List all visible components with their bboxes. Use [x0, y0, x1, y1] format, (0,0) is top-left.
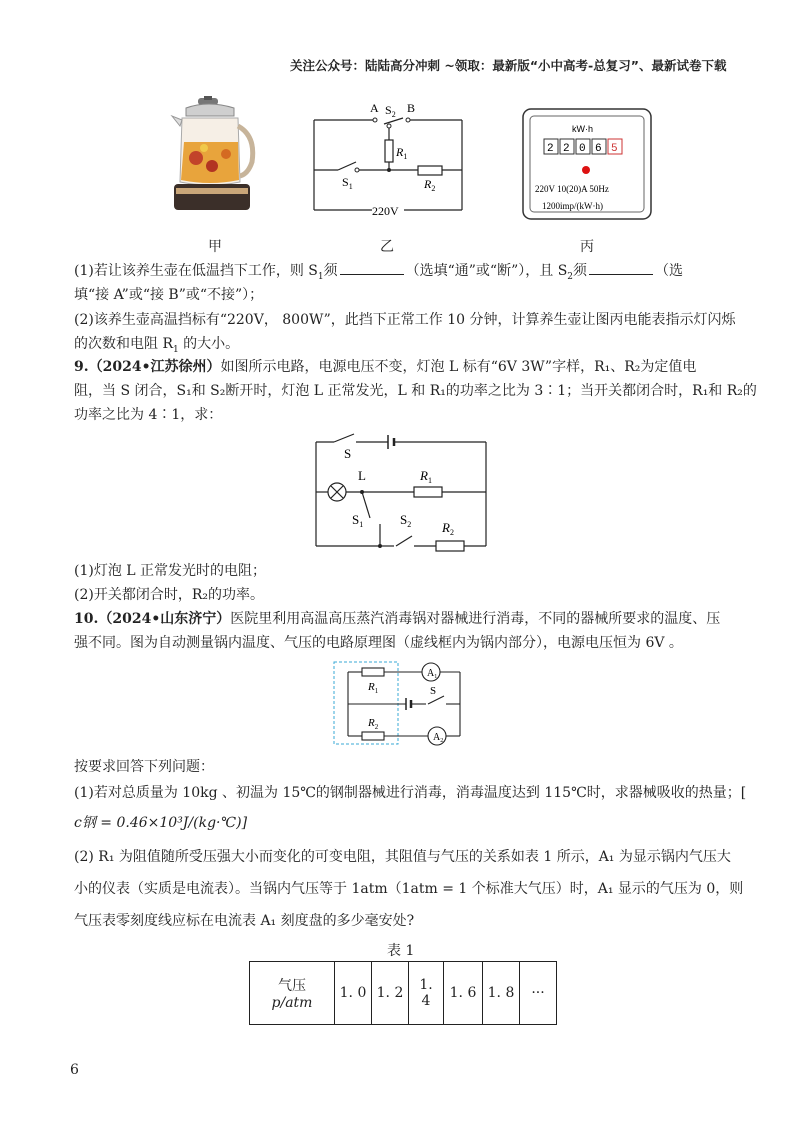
table-cell: 1. 0	[335, 962, 372, 1025]
meter-spec: 220V 10(20)A 50Hz	[535, 184, 609, 194]
q10-part2-line2: 小的仪表（实质是电流表）。当锅内气压等于 1atm（1atm = 1 个标准大气压）时，A₁ 显示的气压为 0，则	[74, 881, 744, 897]
meter-unit: kW·h	[572, 124, 593, 134]
q10-stem-line2: 强不同。图为自动测量锅内温度、气压的电路原理图（虚线框内为锅内部分），电源电压恒为 6V 。	[74, 635, 683, 651]
meter-digit: 5	[611, 143, 618, 155]
label-s2: $S_2$	[400, 512, 412, 529]
label-a2: $A_2$	[433, 732, 444, 744]
q8-part1: (1)若让该养生壶在低温挡下工作，则 $S_1$须 （选填“通”或“断”），且 $S_2$须 （选	[74, 263, 684, 282]
circuit-diagram-q10	[332, 660, 468, 746]
table-cell: 1. 8	[483, 962, 520, 1025]
page-header: 关注公众号：陆陆高分冲刺 ~领取：最新版“小中高考-总复习”、最新试卷下载	[290, 58, 727, 73]
label-a: A	[370, 101, 379, 115]
table-header-cell: 气压 p/atm	[250, 962, 335, 1025]
label-r1: $R_1$	[420, 468, 432, 485]
label-s1: $S_1$	[352, 512, 364, 529]
label-r1: $R_1$	[396, 145, 408, 161]
circuit-diagram-q9	[308, 428, 492, 554]
q9-stem-line3: 功率之比为 4∶1，求：	[74, 407, 223, 423]
q8-part2: (2)该养生壶高温挡标有“220V， 800W”，此挡下正常工作 10 分钟，计算养生壶让图丙电能表指示灯闪烁	[74, 312, 736, 328]
q8-part1-cont: 填“接 A”或“接 B”或“不接”）；	[74, 287, 264, 303]
label-b: B	[407, 101, 416, 115]
caption-bing: 丙	[580, 239, 594, 255]
q10-part1: (1)若对总质量为 10kg 、初温为 15℃的钢制器械进行消毒，消毒温度达到 115℃时，求器械吸收的热量；[	[74, 785, 747, 801]
label-s1: $S_1$	[342, 175, 353, 191]
label-voltage: 220V	[372, 204, 399, 218]
table-cell: 1. 2	[372, 962, 409, 1025]
pressure-table	[249, 961, 557, 1025]
q10-part2: (2) R₁ 为阻值随所受压强大小而变化的可变电阻，其阻值与气压的关系如表 1 所示，A₁ 为显示锅内气压大	[74, 849, 731, 865]
q9-ask1: (1)灯泡 L 正常发光时的电阻；	[74, 563, 267, 579]
label-s: S	[430, 685, 437, 697]
table-row	[250, 962, 557, 1025]
label-s2: $S_2$	[385, 103, 396, 119]
tea-kettle-photo	[168, 96, 260, 216]
table-cell: ···	[520, 962, 557, 1025]
caption-jia: 甲	[208, 239, 222, 255]
table-cell: 1. 4	[409, 962, 444, 1025]
label-a1: $A_1$	[427, 668, 438, 680]
label-l: L	[358, 468, 366, 483]
q9-stem: 9.（2024•江苏徐州）如图所示电路，电源电压不变，灯泡 L 标有“6V 3W”字样，R₁、R₂为定值电	[74, 359, 697, 375]
caption-yi: 乙	[380, 239, 394, 255]
q9-stem-line2: 阻，当 S 闭合，S₁和 S₂断开时，灯泡 L 正常发光，L 和 R₁的功率之比为 3∶1；当开关都闭合时，R₁和 R₂的	[74, 383, 757, 399]
q8-part2-cont: 的次数和电阻 $R_1$ 的大小。	[74, 336, 240, 355]
table-cell: 1. 6	[444, 962, 483, 1025]
meter-digit: 2	[547, 143, 554, 155]
circuit-diagram-yi	[300, 98, 470, 220]
q10-part2-line3: 气压表零刻度线应标在电流表 A₁ 刻度盘的多少毫安处?	[74, 913, 415, 929]
q10-stem: 10.（2024•山东济宁）医院里利用高温高压蒸汽消毒锅对器械进行消毒，不同的器械所要求的温度、压	[74, 611, 721, 627]
table-caption: 表 1	[387, 943, 415, 959]
meter-imp: 1200imp/(kW·h)	[542, 201, 603, 211]
label-r2: $R_2$	[368, 717, 379, 731]
label-s: S	[344, 446, 352, 461]
q9-ask2: (2)开关都闭合时，R₂的功率。	[74, 587, 264, 603]
label-r1: $R_1$	[368, 681, 379, 695]
meter-digit: 2	[563, 143, 570, 155]
q10-specific-heat: c钢 = 0.46×10³J/(kg·℃)]	[74, 815, 248, 831]
label-r2: $R_2$	[424, 177, 436, 193]
meter-digit: 6	[595, 143, 602, 155]
meter-digit: 0	[579, 143, 586, 155]
q10-request: 按要求回答下列问题：	[74, 759, 214, 775]
label-r2: $R_2$	[442, 520, 454, 537]
page-number: 6	[70, 1062, 79, 1078]
indicator-light	[582, 166, 590, 174]
energy-meter	[522, 108, 652, 220]
